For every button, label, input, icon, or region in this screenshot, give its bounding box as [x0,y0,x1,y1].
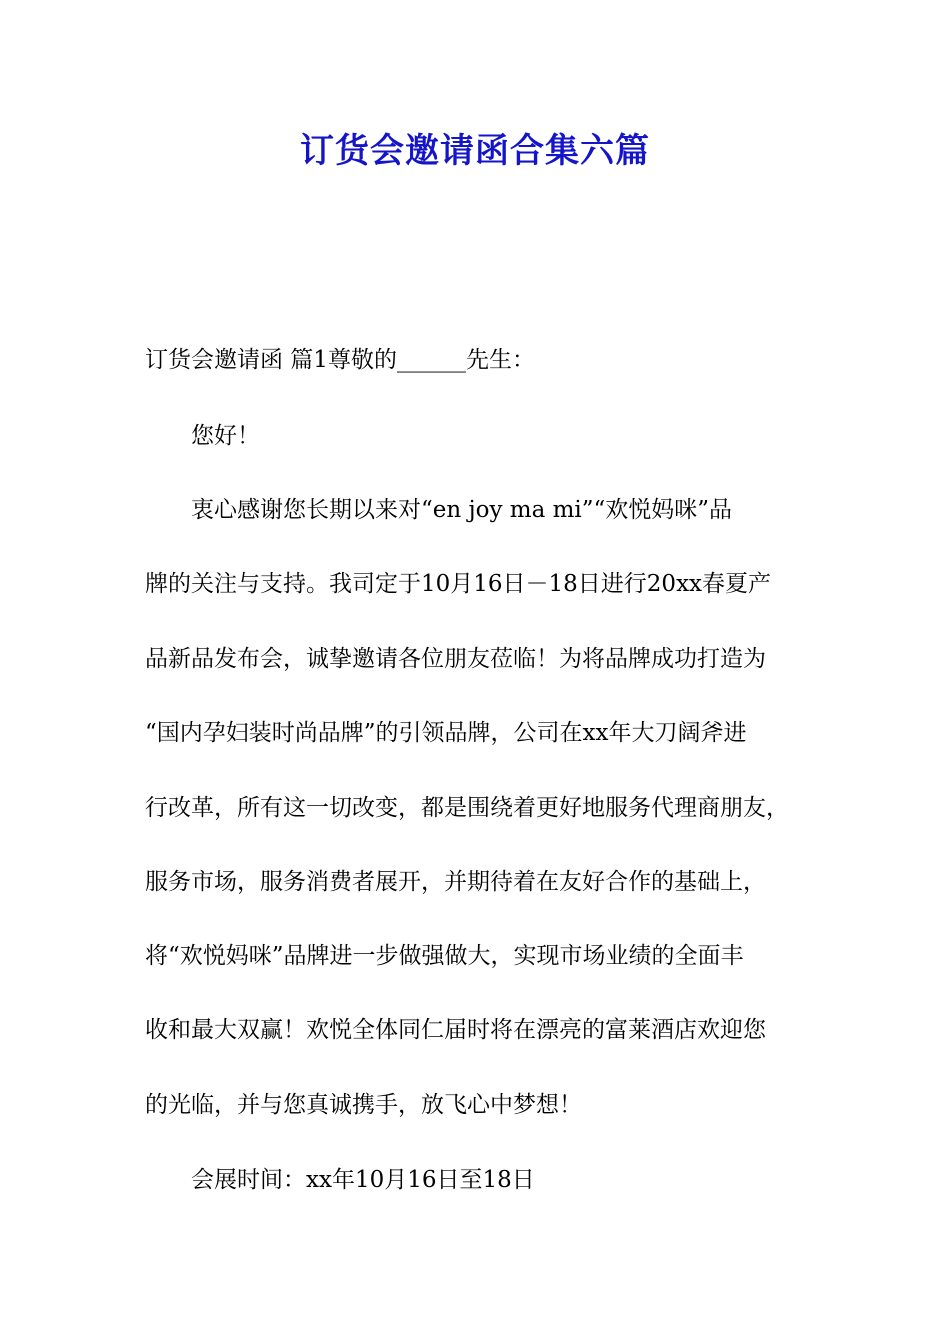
body-paragraph-line: 服务市场，服务消费者展开，并期待着在友好合作的基础上， [145,869,766,895]
body-paragraph-line: 将“欢悦妈咪”品牌进一步做强做大，实现市场业绩的全面丰 [145,943,744,969]
body-paragraph-line: “国内孕妇装时尚品牌”的引领品牌，公司在xx年大刀阔斧进 [145,720,747,746]
body-paragraph-line: 行改革，所有这一切改变，都是围绕着更好地服务代理商朋友， [145,795,789,821]
greeting-line: 订货会邀请函 篇1尊敬的______先生： [145,347,535,373]
body-paragraph-line: 牌的关注与支持。我司定于10月16日－18日进行20xx春夏产 [145,571,772,597]
body-paragraph-line: 收和最大双赢！欢悦全体同仁届时将在漂亮的富莱酒店欢迎您 [145,1017,766,1043]
exhibition-time-line: 会展时间：xx年10月16日至18日 [191,1167,535,1193]
body-paragraph-line: 的光临，并与您真诚携手，放飞心中梦想！ [145,1092,582,1118]
salutation-line: 您好！ [191,423,260,449]
document-title: 订货会邀请函合集六篇 [300,131,650,171]
body-paragraph-line: 衷心感谢您长期以来对“en joy ma mi”“欢悦妈咪”品 [191,497,733,523]
body-paragraph-line: 品新品发布会，诚挚邀请各位朋友莅临！为将品牌成功打造为 [145,646,766,672]
